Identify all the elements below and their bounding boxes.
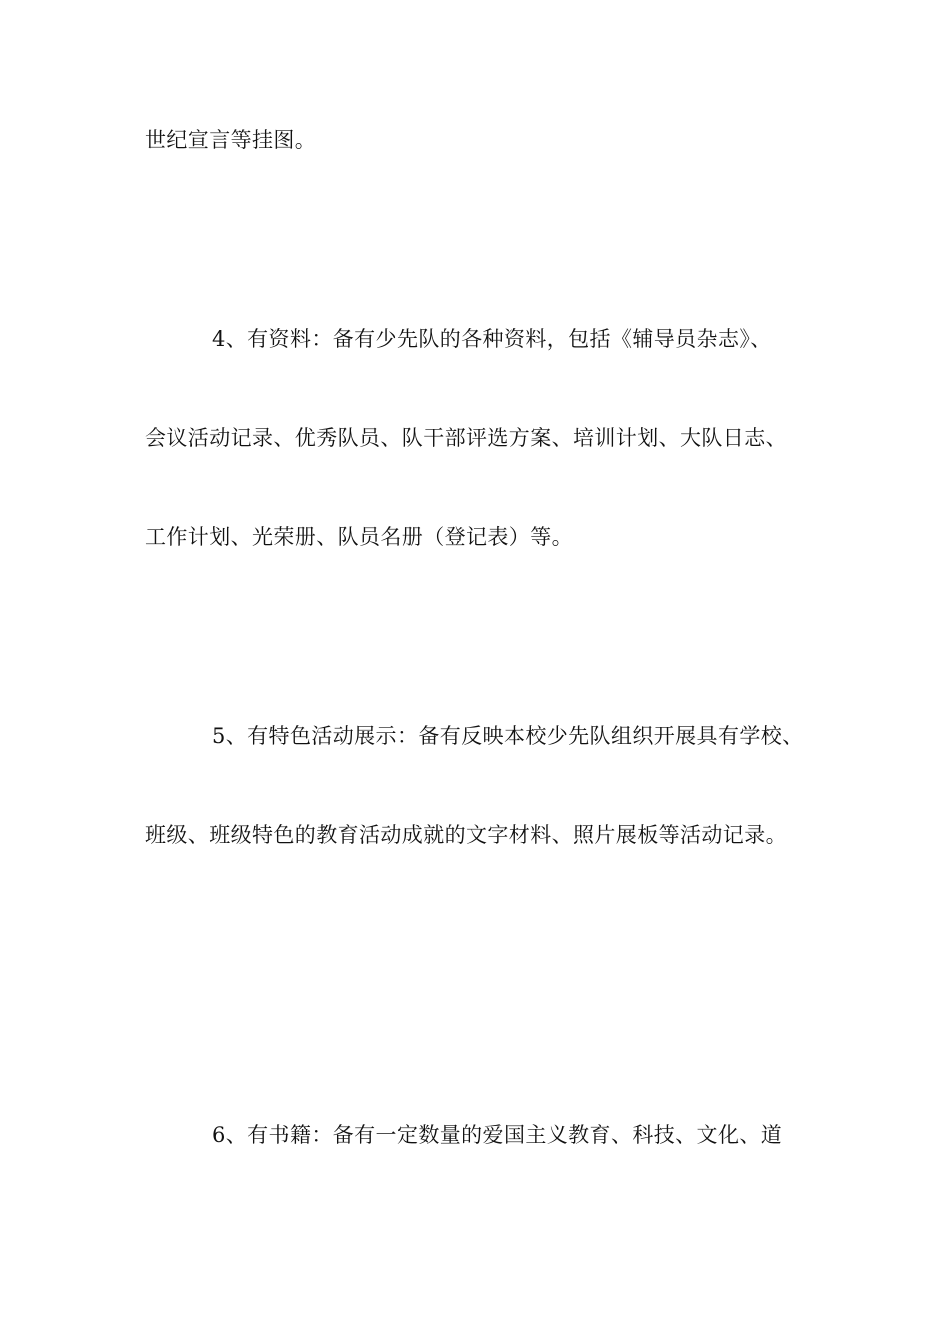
paragraph-item-4-line-3: 工作计划、光荣册、队员名册（登记表）等。 <box>145 525 573 549</box>
paragraph-item-4-start: 4、有资料：备有少先队的各种资料，包括《辅导员杂志》、 <box>212 327 772 351</box>
paragraph-item-5-line-2: 班级、班级特色的教育活动成就的文字材料、照片展板等活动记录。 <box>145 823 787 847</box>
paragraph-item-6-start: 6、有书籍：备有一定数量的爱国主义教育、科技、文化、道 <box>212 1123 783 1147</box>
text-line-continuation: 世纪宣言等挂图。 <box>145 128 317 152</box>
paragraph-item-5-start: 5、有特色活动展示：备有反映本校少先队组织开展具有学校、 <box>212 724 804 748</box>
paragraph-item-4-line-2: 会议活动记录、优秀队员、队干部评选方案、培训计划、大队日志、 <box>145 426 787 450</box>
